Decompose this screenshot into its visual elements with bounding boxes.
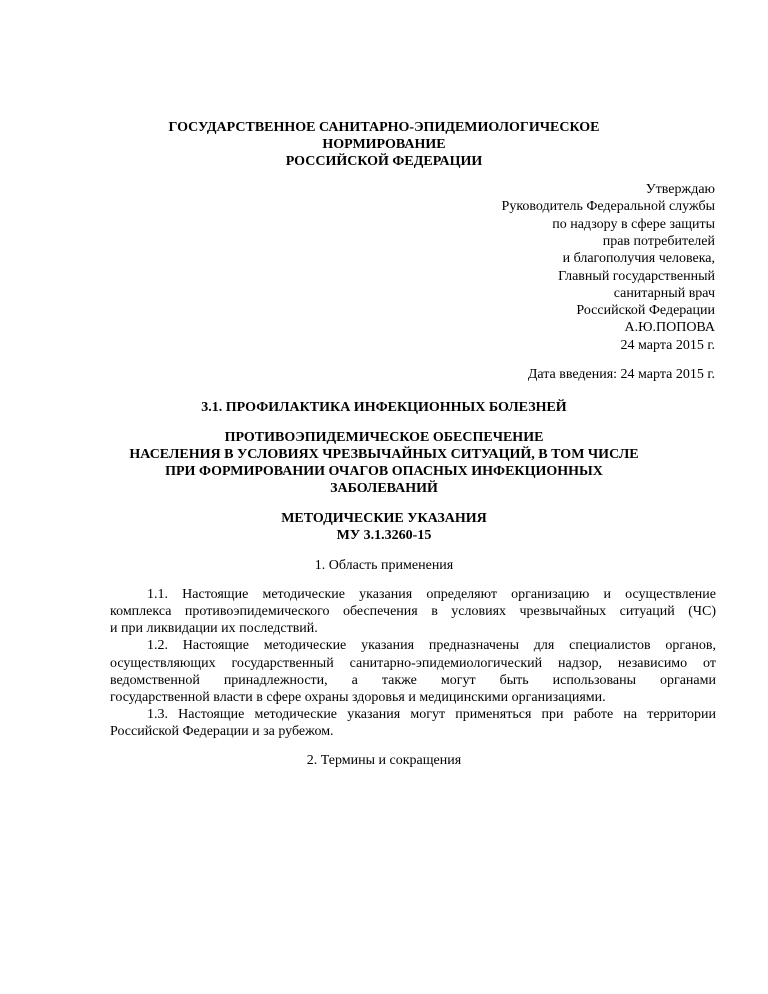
paragraph-line: ведомственной принадлежности, а также могут быть использованы органами bbox=[110, 673, 716, 688]
approval-line: прав потребителей bbox=[602, 234, 715, 249]
approval-line: Главный государственный bbox=[558, 269, 715, 284]
paragraph-line: 1.2. Настоящие методические указания предназначены для специалистов органов, bbox=[147, 638, 716, 653]
document-title-line: НАСЕЛЕНИЯ В УСЛОВИЯХ ЧРЕЗВЫЧАЙНЫХ СИТУАЦИЙ, В ТОМ ЧИСЛЕ bbox=[129, 447, 639, 462]
approval-line: Руководитель Федеральной службы bbox=[501, 199, 715, 214]
approval-line: Утверждаю bbox=[645, 182, 715, 197]
document-title-line: ПРОТИВОЭПИДЕМИЧЕСКОЕ ОБЕСПЕЧЕНИЕ bbox=[224, 430, 544, 445]
approval-signatory: А.Ю.ПОПОВА bbox=[624, 320, 715, 335]
paragraph-line: государственной власти в сфере охраны здоровья и медицинскими организациями. bbox=[110, 690, 606, 705]
paragraph-line: Российской Федерации и за рубежом. bbox=[110, 724, 334, 739]
paragraph-line: 1.1. Настоящие методические указания определяют организацию и осуществление bbox=[147, 587, 716, 602]
section-2-heading: 2. Термины и сокращения bbox=[306, 753, 462, 768]
section-1-heading: 1. Область применения bbox=[314, 558, 454, 573]
paragraph-line: и при ликвидации их последствий. bbox=[110, 621, 318, 636]
guidelines-code: МУ 3.1.3260-15 bbox=[336, 528, 432, 543]
guidelines-title: МЕТОДИЧЕСКИЕ УКАЗАНИЯ bbox=[281, 511, 487, 526]
section-title: 3.1. ПРОФИЛАКТИКА ИНФЕКЦИОННЫХ БОЛЕЗНЕЙ bbox=[201, 400, 567, 415]
header-line-3: РОССИЙСКОЙ ФЕДЕРАЦИИ bbox=[285, 154, 483, 169]
approval-line: санитарный врач bbox=[613, 286, 715, 301]
approval-line: по надзору в сфере защиты bbox=[552, 217, 715, 232]
paragraph-line: 1.3. Настоящие методические указания могут применяться при работе на территории bbox=[147, 707, 716, 722]
paragraph-line: осуществляющих государственный санитарно-эпидемиологический надзор, независимо от bbox=[110, 656, 716, 671]
document-title-line: ПРИ ФОРМИРОВАНИИ ОЧАГОВ ОПАСНЫХ ИНФЕКЦИОННЫХ bbox=[165, 464, 603, 479]
approval-line: и благополучия человека, bbox=[562, 251, 715, 266]
paragraph-line: комплекса противоэпидемического обеспечения в условиях чрезвычайных ситуаций (ЧС) bbox=[110, 604, 716, 619]
header-line-1: ГОСУДАРСТВЕННОЕ САНИТАРНО-ЭПИДЕМИОЛОГИЧЕСКОЕ bbox=[168, 120, 600, 135]
header-line-2: НОРМИРОВАНИЕ bbox=[322, 137, 446, 152]
document-title-line: ЗАБОЛЕВАНИЙ bbox=[330, 481, 438, 496]
approval-date: 24 марта 2015 г. bbox=[620, 338, 715, 353]
intro-date: Дата введения: 24 марта 2015 г. bbox=[527, 367, 715, 382]
approval-line: Российской Федерации bbox=[576, 303, 715, 318]
